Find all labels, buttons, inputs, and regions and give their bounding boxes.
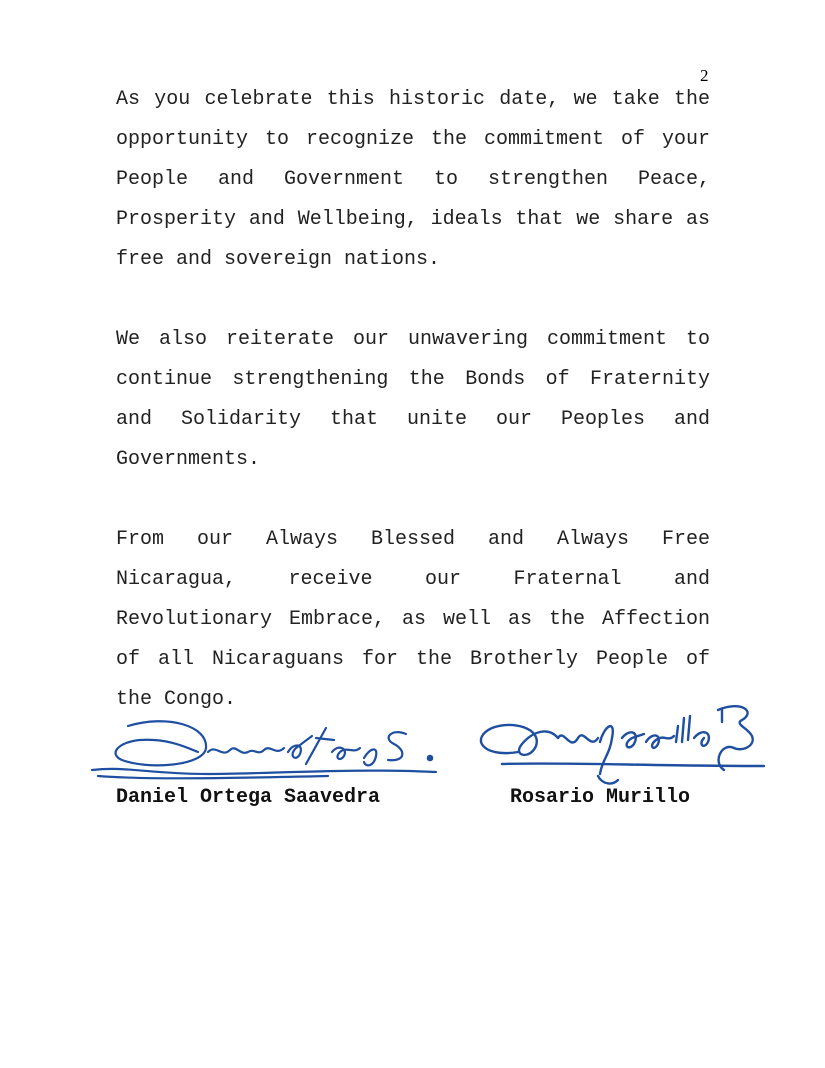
signer-name-ortega: Daniel Ortega Saavedra [116,786,381,809]
signer-name-murillo: Rosario Murillo [510,786,691,809]
letter-body [116,80,710,720]
paragraph-embrace: From our Always Blessed and Always Free Nicaragua, receive our Fraternal and Revolutionary Embrace, as well as the Affection of all Nicaraguans for the Brotherly People of the Congo. [116,528,710,711]
signature-murillo-image [472,698,768,788]
paragraph-celebration: As you celebrate this historic date, we take the opportunity to recognize the commitment of your People and Government to strengthen Peace, Prosperity and Wellbeing, ideals that we share as free and sovereign nations. [116,88,710,271]
signature-ortega-image [88,708,440,784]
paragraph-commitment: We also reiterate our unwavering commitment to continue strengthening the Bonds of Fraternity and Solidarity that unite our Peoples and Governments. [116,328,710,471]
page-number: 2 [700,66,709,85]
